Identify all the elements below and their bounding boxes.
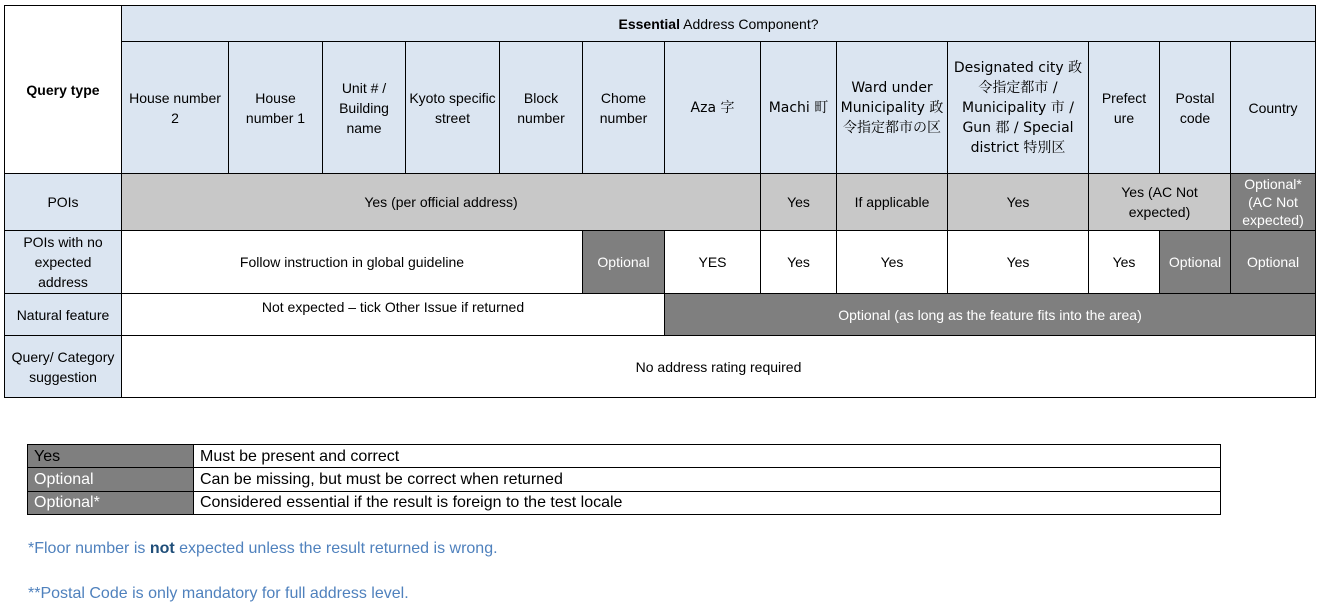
pois-country: Optional* (AC Not expected) xyxy=(1231,174,1316,231)
pois-no-address-postal: Optional xyxy=(1160,231,1231,294)
pois-per-official: Yes (per official address) xyxy=(122,174,761,231)
postal-code-note: **Postal Code is only mandatory for full address level. xyxy=(28,585,409,602)
pois-no-address-ward: Yes xyxy=(837,231,948,294)
natural-feature-optional-area: Optional (as long as the feature fits into the area) xyxy=(665,294,1316,336)
pois-no-address-city: Yes xyxy=(948,231,1089,294)
col-chome-number: Chome number xyxy=(583,42,665,174)
legend-desc-optional: Can be missing, but must be correct when returned xyxy=(194,468,1221,491)
pois-no-address-follow: Follow instruction in global guideline xyxy=(122,231,583,294)
pois-no-address-machi: Yes xyxy=(761,231,837,294)
col-unit-building: Unit # / Building name xyxy=(323,42,406,174)
col-designated-city: Designated city 政令指定都市 / Municipality 市 / Gun 郡 / Special district 特別区 xyxy=(948,42,1089,174)
col-house-number-2: House number 2 xyxy=(122,42,229,174)
address-component-table xyxy=(4,5,1316,398)
pois-no-address-chome: Optional xyxy=(583,231,665,294)
query-category-no-rating: No address rating required xyxy=(122,336,1316,398)
legend-desc-optional-star: Considered essential if the result is foreign to the test locale xyxy=(194,491,1221,514)
floor-note-post: expected unless the result returned is wrong. xyxy=(174,540,498,557)
row-label-pois: POIs xyxy=(5,174,122,231)
row-label-query-category: Query/ Category suggestion xyxy=(5,336,122,398)
legend-key-optional-star: Optional* xyxy=(28,491,194,514)
pois-machi: Yes xyxy=(761,174,837,231)
col-ward: Ward under Municipality 政令指定都市の区 xyxy=(837,42,948,174)
pois-no-address-prefecture: Yes xyxy=(1089,231,1160,294)
pois-ward: If applicable xyxy=(837,174,948,231)
query-type-header: Query type xyxy=(5,6,122,174)
col-aza: Aza 字 xyxy=(665,42,761,174)
pois-city: Yes xyxy=(948,174,1089,231)
floor-note-pre: *Floor number is xyxy=(28,540,150,557)
row-label-natural-feature: Natural feature xyxy=(5,294,122,336)
natural-feature-not-expected: Not expected – tick Other Issue if returned xyxy=(122,294,665,336)
col-kyoto-street: Kyoto specific street xyxy=(406,42,500,174)
col-house-number-1: House number 1 xyxy=(229,42,323,174)
essential-rest-text: Address Component? xyxy=(679,15,819,32)
essential-bold-text: Essential xyxy=(618,15,680,32)
row-label-pois-no-address: POIs with no expected address xyxy=(5,231,122,294)
col-machi: Machi 町 xyxy=(761,42,837,174)
col-prefecture: Prefect ure xyxy=(1089,42,1160,174)
col-postal-code: Postal code xyxy=(1160,42,1231,174)
col-country: Country xyxy=(1231,42,1316,174)
col-block-number: Block number xyxy=(500,42,583,174)
legend-table xyxy=(27,444,1221,515)
legend-key-optional: Optional xyxy=(28,468,194,491)
pois-no-address-aza: YES xyxy=(665,231,761,294)
pois-no-address-country: Optional xyxy=(1231,231,1316,294)
legend-desc-yes: Must be present and correct xyxy=(194,445,1221,468)
pois-prefecture-postal: Yes (AC Not expected) xyxy=(1089,174,1231,231)
legend-key-yes: Yes xyxy=(28,445,194,468)
floor-number-note xyxy=(28,540,498,558)
floor-note-bold: not xyxy=(149,540,175,557)
essential-component-header xyxy=(122,6,1316,42)
